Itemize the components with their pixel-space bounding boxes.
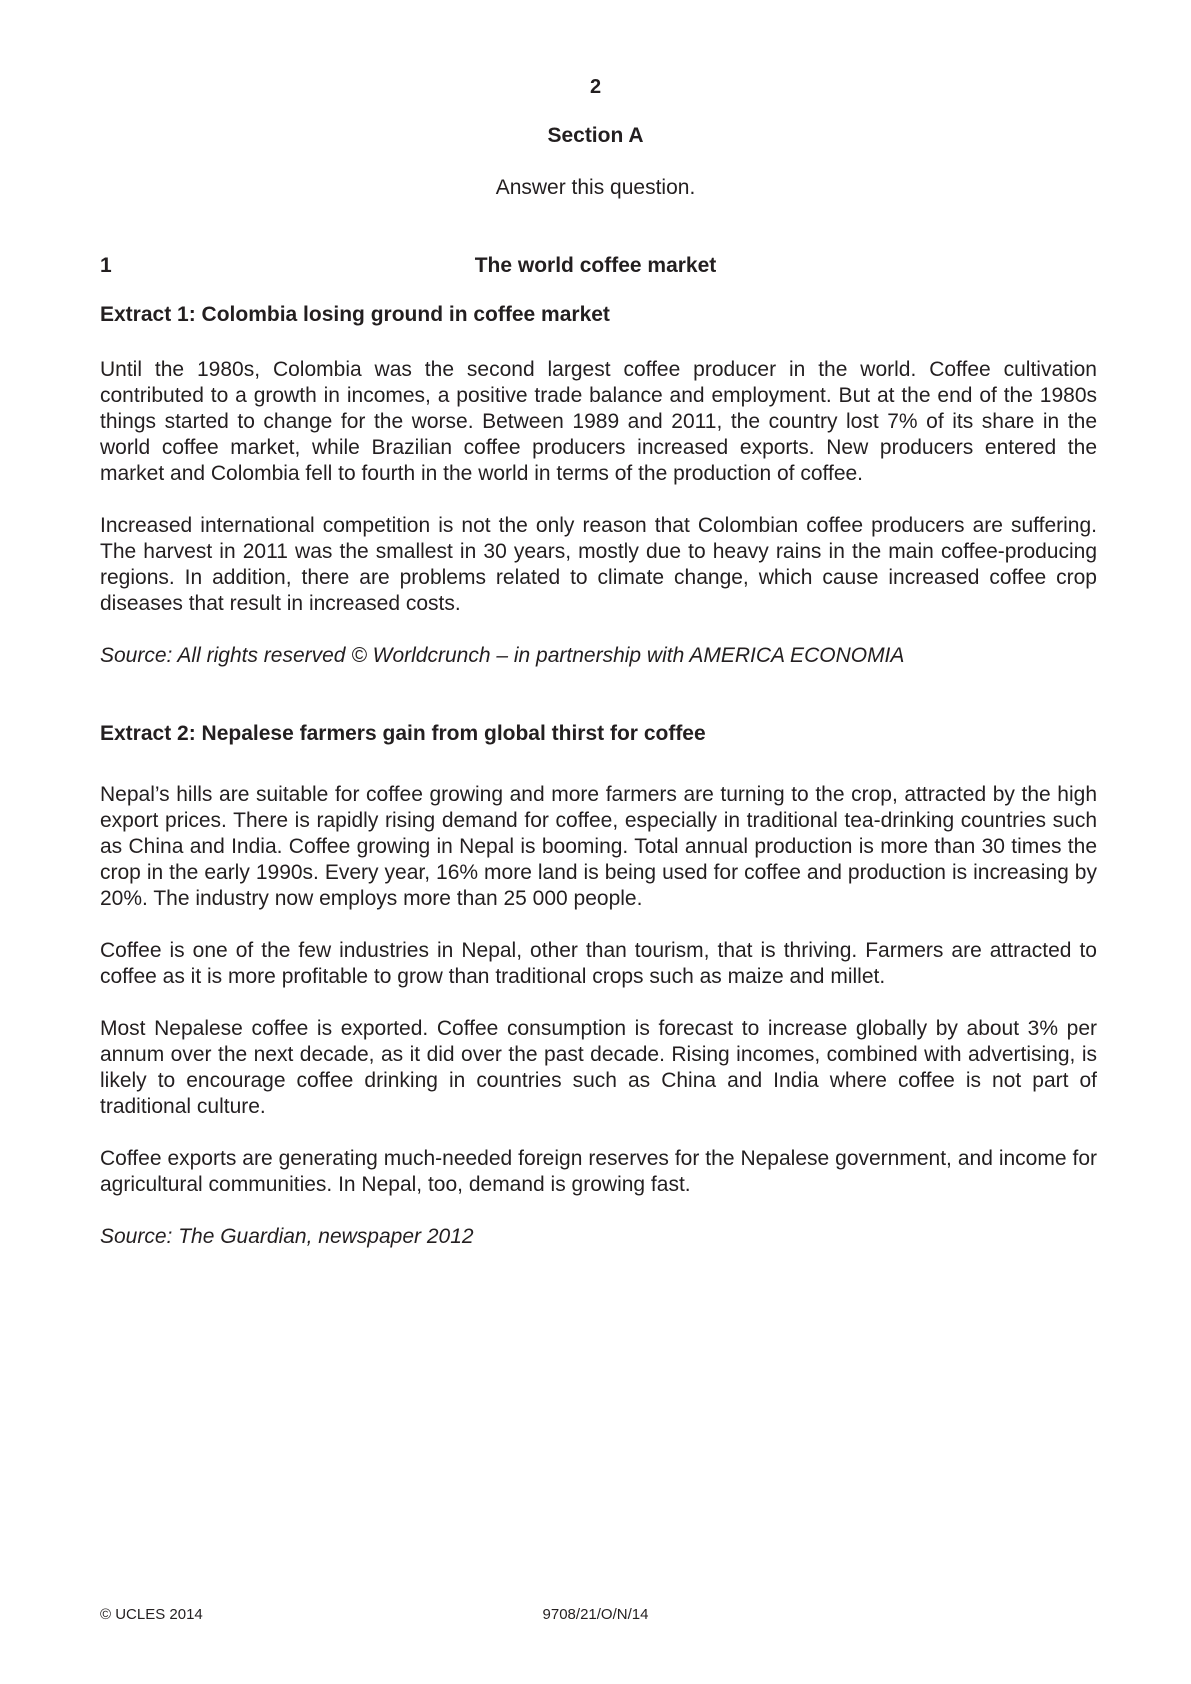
extract-2-source: Source: The Guardian, newspaper 2012 bbox=[100, 1225, 474, 1248]
extract-2-paragraph-3-block bbox=[100, 1016, 1097, 1120]
footer-copyright: © UCLES 2014 bbox=[100, 1606, 203, 1623]
extract-2-paragraph-2: Coffee is one of the few industries in Nepal, other than tourism, that is thriving. Farmers are attracted to coffee as it is more profitable to grow than traditional crops such as maize and millet. bbox=[100, 939, 1097, 988]
footer-paper-code: 9708/21/O/N/14 bbox=[542, 1606, 649, 1623]
extract-1-source-block bbox=[100, 643, 1097, 669]
section-instruction: Answer this question. bbox=[495, 176, 696, 199]
question-number: 1 bbox=[100, 254, 112, 277]
extract-2-paragraph-2-block bbox=[100, 938, 1097, 990]
extract-2-paragraph-1: Nepal’s hills are suitable for coffee growing and more farmers are turning to the crop, attracted by the high export prices. There is rapidly rising demand for coffee, especially in traditional tea-drinking countries such as China and India. Coffee growing in Nepal is booming. Total annual production is more than 30 times the crop in the early 1990s. Every year, 16% more land is being used for coffee and production is increasing by 20%. The industry now employs more than 25 000 people. bbox=[100, 783, 1097, 910]
extract-2-heading: Extract 2: Nepalese farmers gain from global thirst for coffee bbox=[100, 722, 706, 745]
extract-1-paragraph-2-block bbox=[100, 513, 1097, 617]
extract-1-paragraph-1-block bbox=[100, 357, 1097, 487]
page-number: 2 bbox=[589, 76, 602, 98]
extract-1-paragraph-1: Until the 1980s, Colombia was the second largest coffee producer in the world. Coffee cultivation contributed to a growth in incomes, a positive trade balance and employment. But at the end of the 1980s things started to change for the worse. Between 1989 and 2011, the country lost 7% of its share in the world coffee market, while Brazilian coffee producers increased exports. New producers entered the market and Colombia fell to fourth in the world in terms of the production of coffee. bbox=[100, 358, 1097, 485]
extract-1-heading: Extract 1: Colombia losing ground in coffee market bbox=[100, 303, 610, 326]
extract-1-paragraph-2: Increased international competition is not the only reason that Colombian coffee producers are suffering. The harvest in 2011 was the smallest in 30 years, mostly due to heavy rains in the main coffee-producing regions. In addition, there are problems related to climate change, which cause increased coffee crop diseases that result in increased costs. bbox=[100, 514, 1097, 615]
question-title: The world coffee market bbox=[474, 254, 717, 277]
extract-2-paragraph-1-block bbox=[100, 782, 1097, 912]
extract-2-heading-block bbox=[100, 721, 1097, 747]
extract-2-paragraph-4: Coffee exports are generating much-needed foreign reserves for the Nepalese government, and income for agricultural communities. In Nepal, too, demand is growing fast. bbox=[100, 1147, 1097, 1196]
extract-2-paragraph-3: Most Nepalese coffee is exported. Coffee consumption is forecast to increase globally by about 3% per annum over the next decade, as it did over the past decade. Rising incomes, combined with advertising, is likely to encourage coffee drinking in countries such as China and India where coffee is not part of traditional culture. bbox=[100, 1017, 1097, 1118]
extract-1-heading-block bbox=[100, 302, 1097, 328]
extract-1-source: Source: All rights reserved © Worldcrunch – in partnership with AMERICA ECONOMIA bbox=[100, 644, 905, 667]
extract-2-source-block bbox=[100, 1224, 1097, 1250]
section-title: Section A bbox=[547, 124, 644, 147]
extract-2-paragraph-4-block bbox=[100, 1146, 1097, 1198]
